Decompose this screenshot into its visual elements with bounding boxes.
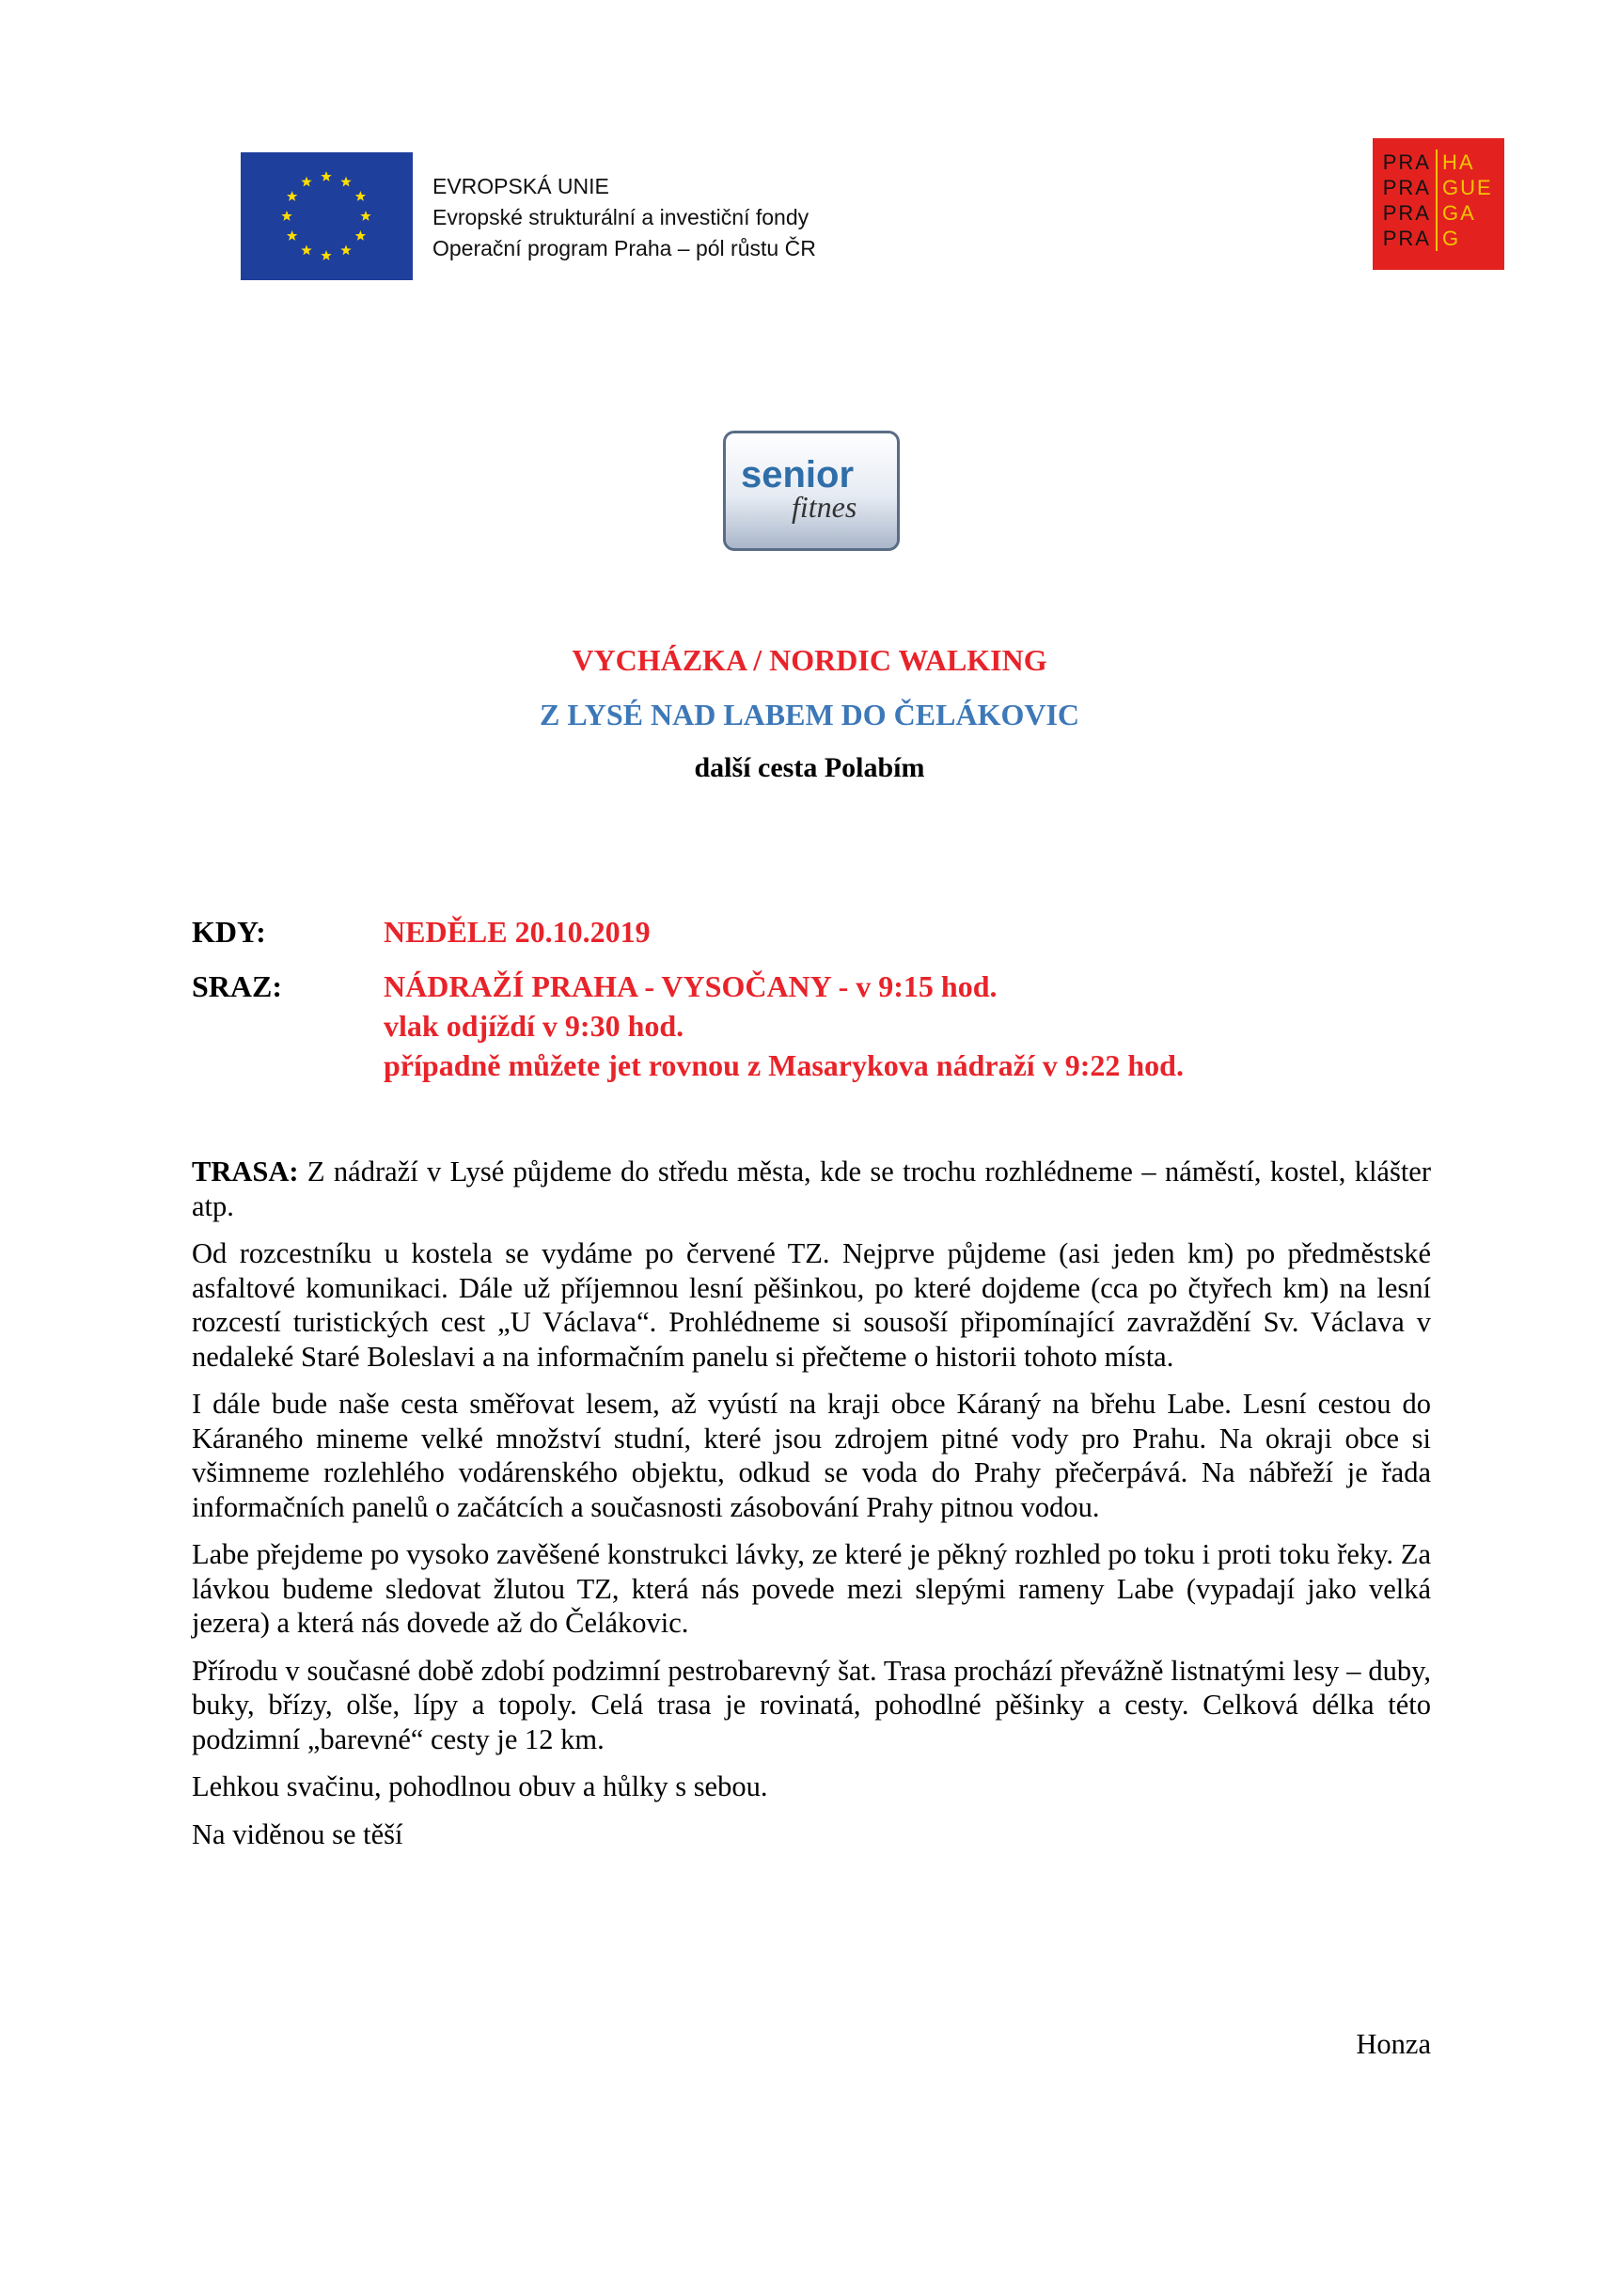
paragraph-7: Na viděnou se těší bbox=[192, 1817, 403, 1850]
eu-star-icon bbox=[340, 244, 351, 255]
kdy-value: NEDĚLE 20.10.2019 bbox=[384, 915, 651, 949]
sraz-label: SRAZ: bbox=[192, 969, 283, 1003]
praha-logo-row bbox=[1373, 149, 1504, 175]
eu-flag-logo bbox=[241, 152, 413, 280]
eu-stars-icon bbox=[241, 152, 413, 280]
praha-logo-right-1: HA bbox=[1442, 150, 1475, 174]
praha-logo-left-2: PRA bbox=[1373, 175, 1438, 200]
eu-star-icon bbox=[321, 250, 331, 260]
praha-logo-right-2: GUE bbox=[1442, 176, 1493, 199]
eu-star-icon bbox=[281, 211, 291, 221]
praha-logo-row bbox=[1373, 200, 1504, 226]
paragraph-trasa bbox=[192, 1155, 1431, 1223]
praha-logo-left-3: PRA bbox=[1373, 200, 1438, 226]
eu-star-icon bbox=[301, 244, 311, 255]
praha-logo-right-4: G bbox=[1442, 227, 1461, 250]
praha-logo-row bbox=[1373, 226, 1504, 251]
fitness-logo-word: fitnes bbox=[792, 490, 857, 524]
eu-line-1: EVROPSKÁ UNIE bbox=[432, 174, 609, 198]
title-line-1: VYCHÁZKA / NORDIC WALKING bbox=[572, 643, 1047, 677]
trasa-text: Z nádraží v Lysé půjdeme do středu města, kde se trochu rozhlédneme – náměstí, kostel, klášter atp. bbox=[192, 1156, 1431, 1222]
praha-logo-left-4: PRA bbox=[1373, 226, 1438, 251]
eu-line-2: Evropské strukturální a investiční fondy bbox=[432, 205, 810, 229]
eu-star-icon bbox=[301, 177, 311, 187]
trasa-label: TRASA: bbox=[192, 1156, 299, 1187]
eu-star-icon bbox=[287, 191, 297, 201]
sraz-line-1: NÁDRAŽÍ PRAHA - VYSOČANY - v 9:15 hod. bbox=[384, 969, 998, 1003]
eu-star-icon bbox=[321, 171, 331, 181]
sraz-line-2: vlak odjíždí v 9:30 hod. bbox=[384, 1009, 684, 1043]
praha-logo bbox=[1373, 138, 1504, 270]
praha-logo-right-3: GA bbox=[1442, 201, 1476, 225]
paragraph-3: I dále bude naše cesta směřovat lesem, až vyústí na kraji obce Káraný na břehu Labe. Lesní cestou do Káraného mineme velké množství studní, které jsou zdrojem pitné vody pro Prahu. Na okraji obce si všimneme rozlehlého vodárenského objektu, odkud se voda do Prahy přečerpává. Na nábřeží je řada informačních panelů o začátcích a současnosti zásobování Prahy pitnou vodou. bbox=[192, 1388, 1431, 1523]
eu-star-icon bbox=[340, 177, 351, 187]
eu-star-icon bbox=[287, 230, 297, 241]
paragraph-2: Od rozcestníku u kostela se vydáme po červené TZ. Nejprve půjdeme (asi jeden km) po předměstské asfaltové komunikaci. Dále už příjemnou lesní pěšinkou, po které dojdeme (cca po čtyřech km) na lesní rozcestí turistických cest „U Václava“. Prohlédneme si sousoší připomínající zavraždění Sv. Václava v nedaleké Staré Boleslavi a na informačním panelu si přečteme o historii tohoto místa. bbox=[192, 1237, 1431, 1373]
eu-star-icon bbox=[360, 211, 370, 221]
subtitle: další cesta Polabím bbox=[694, 752, 925, 783]
paragraph-4: Labe přejdeme po vysoko zavěšené konstrukci lávky, ze které je pěkný rozhled po toku i proti toku řeky. Za lávkou budeme sledovat žlutou TZ, která nás povede mezi slepými rameny Labe (vypadají jako velká jezera) a která nás dovede až do Čelákovic. bbox=[192, 1538, 1431, 1639]
eu-line-3: Operační program Praha – pól růstu ČR bbox=[432, 236, 816, 260]
sraz-line-3: případně můžete jet rovnou z Masarykova nádraží v 9:22 hod. bbox=[384, 1048, 1184, 1082]
paragraph-6: Lehkou svačinu, pohodlnou obuv a hůlky s sebou. bbox=[192, 1770, 768, 1802]
senior-logo-word: senior bbox=[741, 454, 855, 495]
praha-logo-left-1: PRA bbox=[1373, 149, 1438, 175]
praha-logo-row bbox=[1373, 175, 1504, 200]
eu-star-icon bbox=[355, 191, 366, 201]
eu-text-block bbox=[432, 171, 816, 264]
signature: Honza bbox=[1356, 2028, 1431, 2060]
kdy-label: KDY: bbox=[192, 915, 266, 949]
body-text bbox=[192, 1155, 1431, 1864]
title-line-2: Z LYSÉ NAD LABEM DO ČELÁKOVIC bbox=[539, 698, 1080, 731]
eu-star-icon bbox=[355, 230, 366, 241]
paragraph-5: Přírodu v současné době zdobí podzimní pestrobarevný šat. Trasa prochází převážně listnatými lesy – duby, buky, břízy, olše, lípy a topoly. Celá trasa je rovinatá, pohodlné pěšinky a cesty. Celková délka této podzimní „barevné“ cesty je 12 km. bbox=[192, 1654, 1431, 1755]
senior-fitness-logo bbox=[723, 431, 900, 551]
